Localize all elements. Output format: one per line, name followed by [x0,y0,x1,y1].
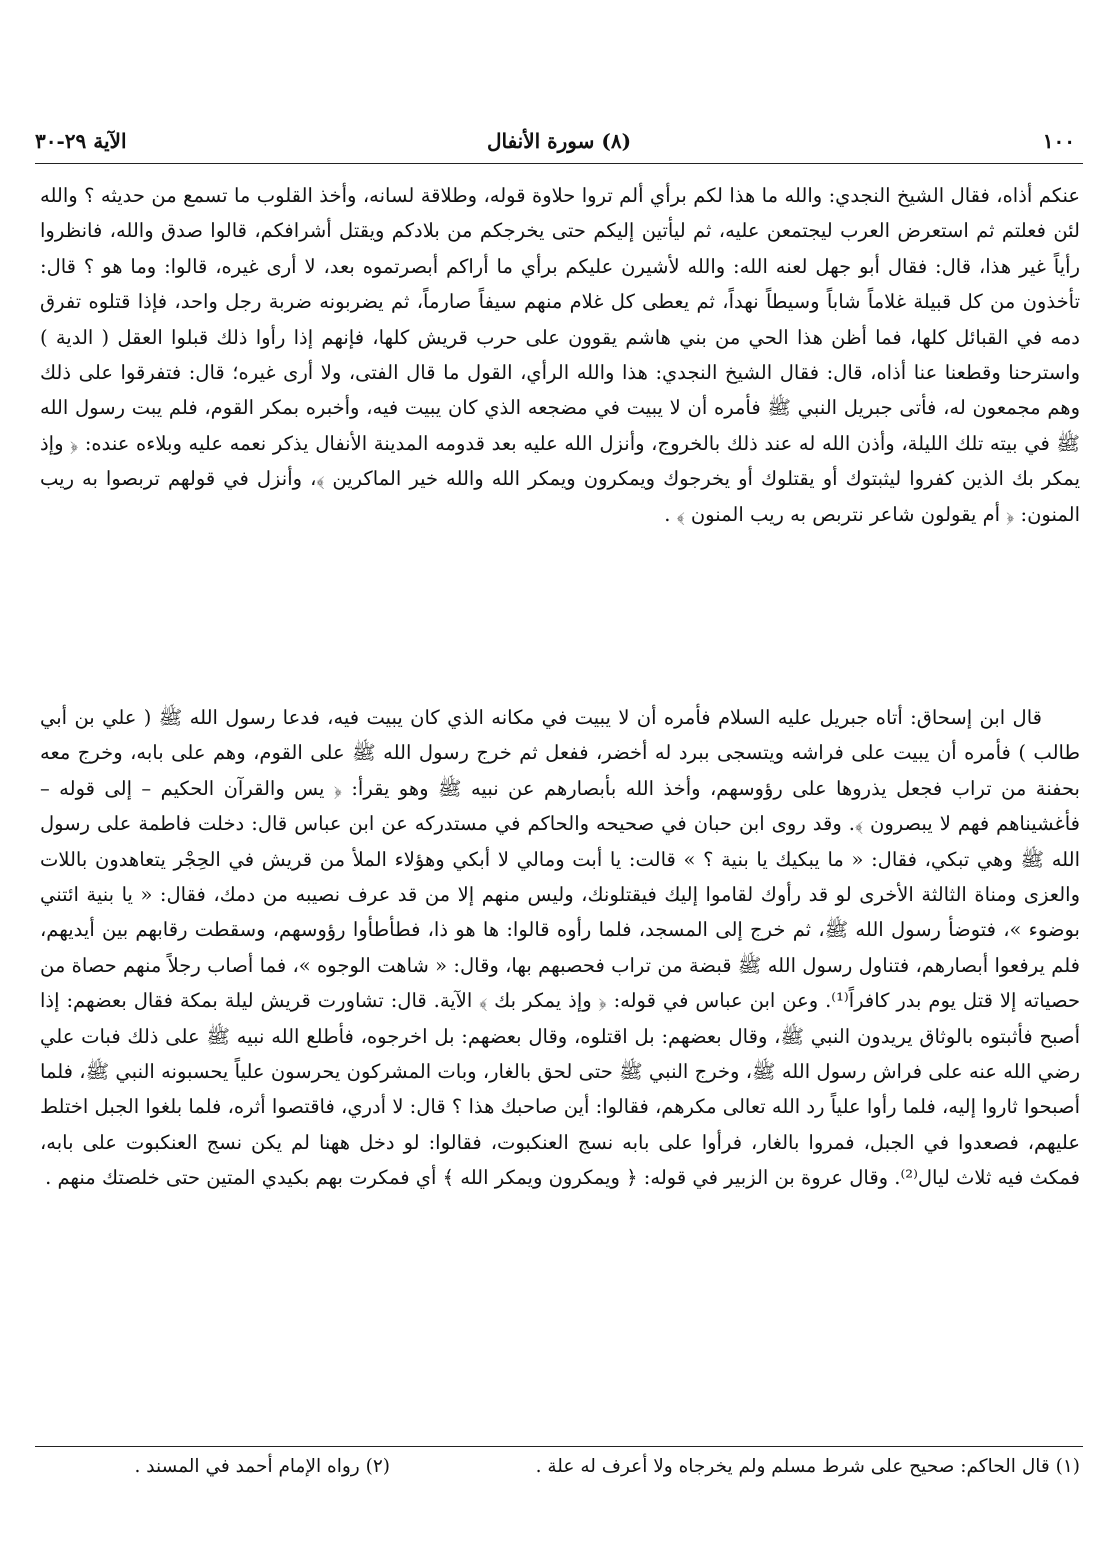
footnote-2: (٢) رواه الإمام أحمد في المسند . [134,1456,390,1477]
footnotes [40,1452,1080,1486]
footnote-divider [35,1446,1083,1447]
body-paragraph: قال ابن إسحاق: أتاه جبريل عليه السلام فأمره أن لا يبيت في مكانه الذي كان يبيت فيه، فدعا رسول الله ﷺ ( علي بن أبي طالب ) فأمره أن يبيت على فراشه ويتسجى ببرد له أخضر، ففعل ثم خرج رسول الله ﷺ على القوم، وهم على بابه، وخرج معه بحفنة من تراب فجعل يذروها على رؤوسهم، وأخذ الله بأبصارهم عن نبيه ﷺ وهو يقرأ: ﴿ يس والقرآن الحكيم – إلى قوله – فأغشيناهم فهم لا يبصرون ﴾. وقد روى ابن حبان في صحيحه والحاكم في مستدركه عن ابن عباس قال: دخلت فاطمة على رسول الله ﷺ وهي تبكي، فقال: « ما يبكيك يا بنية ؟ » قالت: يا أبت ومالي لا أبكي وهؤلاء الملأ من قريش في الحِجْر يتعاهدون باللات والعزى ومناة الثالثة الأخرى لو قد رأوك لقاموا إليك فيقتلونك، وليس منهم إلا من قد عرف نصيبه من دمك، فقال: « يا بنية ائتني بوضوء »، فتوضأ رسول الله ﷺ، ثم خرج إلى المسجد، فلما رأوه قالوا: ها هو ذا، فطأطأوا رؤوسهم، وسقطت رقابهم بين أيديهم، فلم يرفعوا أبصارهم، فتناول رسول الله ﷺ قبضة من تراب فحصبهم بها، وقال: « شاهت الوجوه »، فما أصاب رجلاً منهم حصاة من حصياته إلا قتل يوم بدر كافراً⁽¹⁾. وعن ابن عباس في قوله: ﴿ وإذ يمكر بك ﴾ الآية. قال: تشاورت قريش ليلة بمكة فقال بعضهم: إذا أصبح فأثبتوه بالوثاق يريدون النبي ﷺ، وقال بعضهم: بل اقتلوه، وقال بعضهم: بل اخرجوه، فأطلع الله نبيه ﷺ على ذلك فبات علي رضي الله عنه على فراش رسول الله ﷺ، وخرج النبي ﷺ حتى لحق بالغار، وبات المشركون يحرسون علياً يحسبونه النبي ﷺ، فلما أصبحوا ثاروا إليه، فلما رأوا علياً رد الله تعالى مكرهم، فقالوا: أين صاحبك هذا ؟ قال: لا أدري، فاقتصوا أثره، فلما بلغوا الجبل اختلط عليهم، فصعدوا في الجبل، فمروا بالغار، فرأوا على بابه نسج العنكبوت، فقالوا: لو دخل ههنا لم يكن نسج العنكبوت على بابه، فمكث فيه ثلاث ليال⁽²⁾. وقال عروة بن الزبير في قوله: ﴿ ويمكرون ويمكر الله ﴾ أي فمكرت بهم بكيدي المتين حتى خلصتك منهم . [40,706,1081,1190]
body-paragraph: عنكم أذاه، فقال الشيخ النجدي: والله ما هذا لكم برأي ألم تروا حلاوة قوله، وطلاقة لسانه، وأخذ القلوب ما تسمع من حديثه ؟ والله لئن فعلتم ثم استعرض العرب ليجتمعن عليه، ثم ليأتين إليكم حتى يخرجكم من بلادكم ويقتل أشرافكم، قالوا صدق والله، فانظروا رأياً غير هذا، قال: فقال أبو جهل لعنه الله: والله لأشيرن عليكم برأي ما أراكم أبصرتموه بعد، لا أرى غيره، قالوا: وما هو ؟ قال: تأخذون من كل قبيلة غلاماً شاباً وسيطاً نهداً، ثم يعطى كل غلام منهم سيفاً صارماً، ثم يضربونه ضربة رجل واحد، فإذا قتلوه تفرق دمه في القبائل كلها، فما أظن هذا الحي من بني هاشم يقوون على حرب قريش كلها، فإنهم إذا رأوا ذلك قبلوا العقل ( الدية ) واسترحنا وقطعنا عنا أذاه، قال: فقال الشيخ النجدي: هذا والله الرأي، القول ما قال الفتى، ولا أرى غيره؛ قال: فتفرقوا على ذلك وهم مجمعون له، فأتى جبريل النبي ﷺ فأمره أن لا يبيت في مضجعه الذي كان يبيت فيه، وأخبره بمكر القوم، فلم يبت رسول الله ﷺ في بيته تلك الليلة، وأذن الله له عند ذلك بالخروج، وأنزل الله عليه بعد قدومه المدينة الأنفال يذكر نعمه عليه وبلاءه عنده: ﴿ وإذ يمكر بك الذين كفروا ليثبتوك أو يقتلوك أو يخرجوك ويمكرون ويمكر الله والله خير الماكرين ﴾، وأنزل في قولهم تربصوا به ريب المنون: ﴿ أم يقولون شاعر نتربص به ريب المنون ﴾ . [40,184,1080,526]
header-divider [35,163,1083,164]
surah-title: (٨) سورة الأنفال [486,129,632,153]
footnote-1: (١) قال الحاكم: صحيح على شرط مسلم ولم يخرجاه ولا أعرف له علة . [535,1456,1080,1477]
page-number: ١٠٠ [1042,129,1075,153]
verse-range: الآية ٢٩-٣٠ [35,129,127,153]
running-header [35,126,1083,166]
